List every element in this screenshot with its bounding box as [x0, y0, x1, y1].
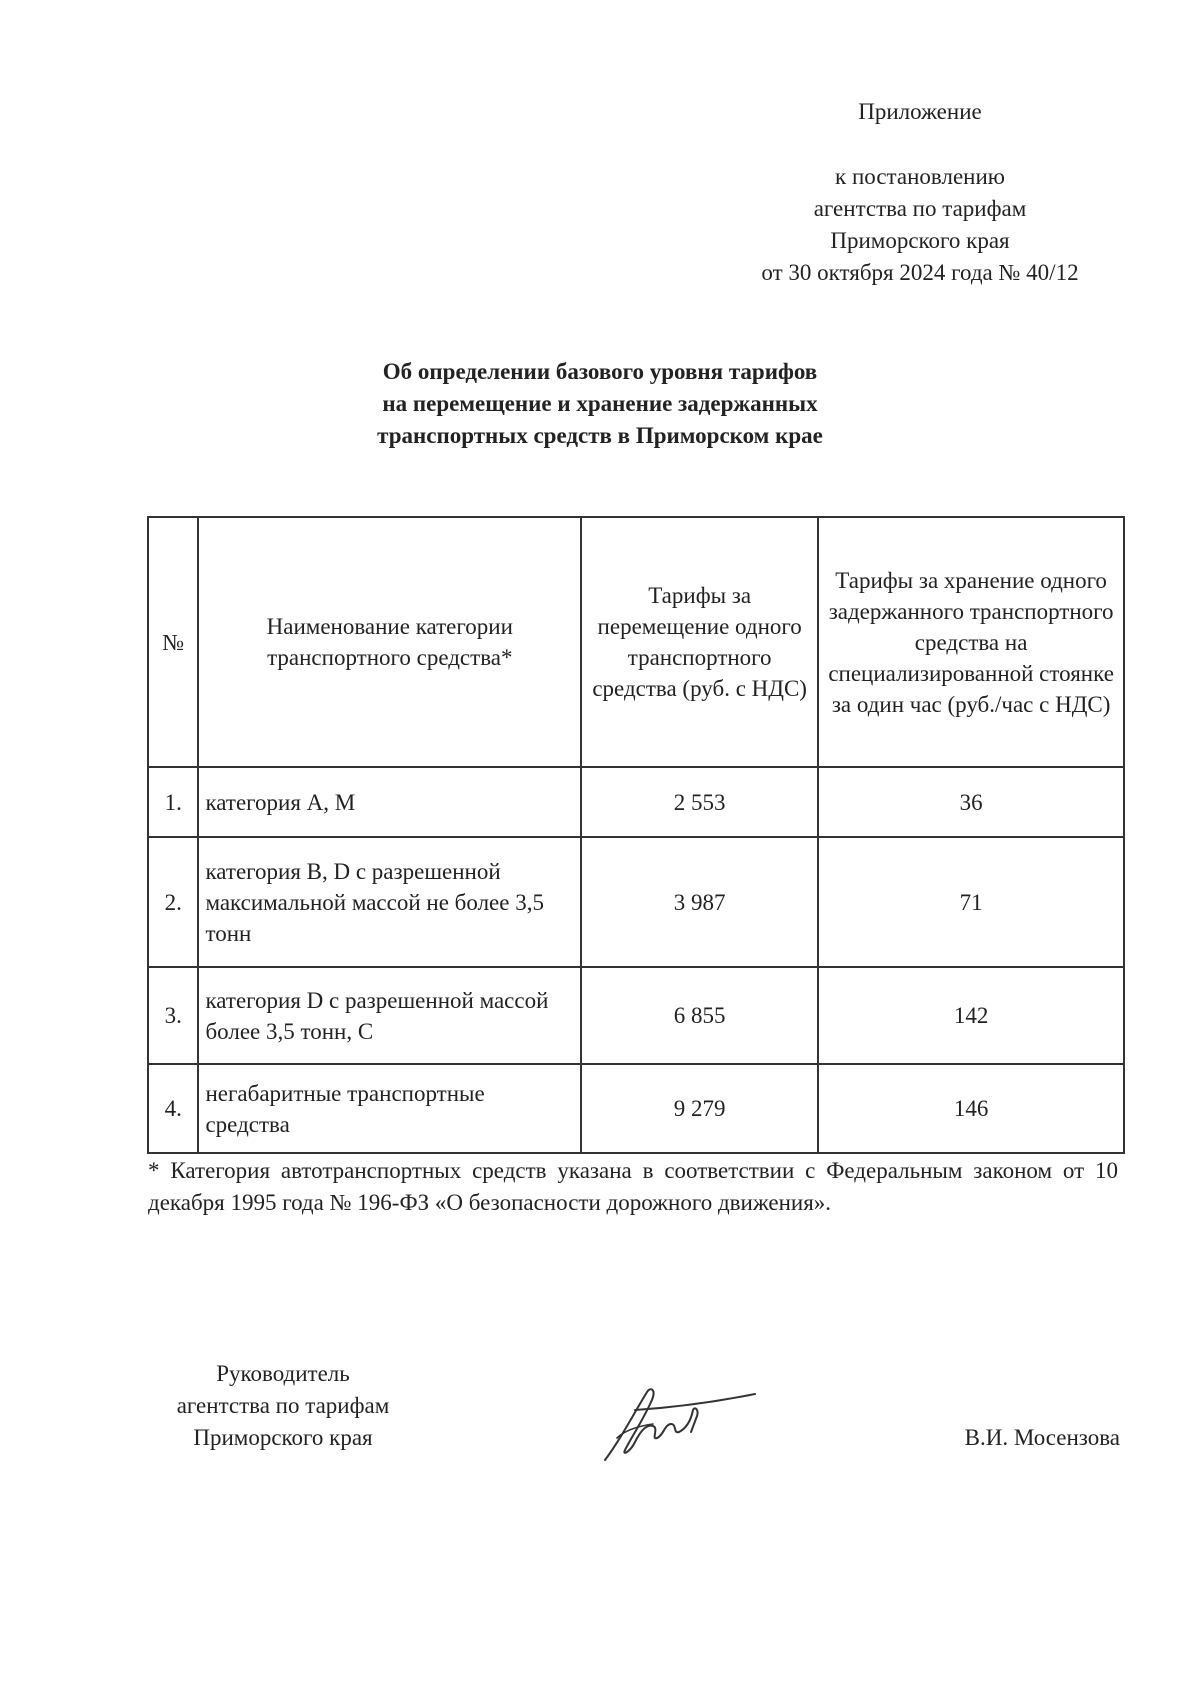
table-header-row — [148, 517, 1124, 767]
signature-icon — [595, 1380, 765, 1470]
title-line-1: Об определении базового уровня тарифов — [382, 359, 818, 384]
row-storage-tariff: 36 — [818, 767, 1124, 837]
title-line-2: на перемещение и хранение задержанных — [382, 391, 818, 416]
row-move-tariff: 3 987 — [581, 837, 818, 967]
table-row — [148, 1064, 1124, 1153]
tariffs-table — [147, 516, 1125, 1154]
signer-name: В.И. Мосензова — [964, 1425, 1120, 1450]
agency-name: агентства по тарифам — [813, 196, 1027, 221]
footnote: * Категория автотранспортных средств указана в соответствии с Федеральным законом от 10 декабря 1995 года № 196-ФЗ «О безопасности дорожного движения». — [148, 1158, 1118, 1215]
signer-position — [138, 1358, 428, 1454]
header-category-name: Наименование категории транспортного средства* — [198, 517, 581, 767]
document-title — [250, 356, 950, 452]
region-name: Приморского края — [830, 228, 1010, 253]
header-num: № — [148, 517, 198, 767]
signer-title-line-1: Руководитель — [216, 1361, 350, 1386]
table-row — [148, 837, 1124, 967]
handwritten-signature — [595, 1380, 765, 1470]
row-move-tariff: 6 855 — [581, 967, 818, 1064]
row-move-tariff: 9 279 — [581, 1064, 818, 1153]
table-row — [148, 767, 1124, 837]
signer-title-line-2: агентства по тарифам — [176, 1393, 390, 1418]
row-storage-tariff: 71 — [818, 837, 1124, 967]
resolution-ref: к постановлению — [835, 164, 1005, 189]
appendix-label: Приложение — [858, 99, 982, 124]
row-num: 2. — [148, 837, 198, 967]
appendix-header — [720, 96, 1120, 289]
row-storage-tariff: 142 — [818, 967, 1124, 1064]
row-storage-tariff: 146 — [818, 1064, 1124, 1153]
row-num: 4. — [148, 1064, 198, 1153]
row-category: категория A, M — [198, 767, 581, 837]
row-num: 1. — [148, 767, 198, 837]
row-num: 3. — [148, 967, 198, 1064]
header-move-tariff: Тарифы за перемещение одного транспортного средства (руб. с НДС) — [581, 517, 818, 767]
title-line-3: транспортных средств в Приморском крае — [377, 423, 823, 448]
row-category: негабаритные транспортные средства — [198, 1064, 581, 1153]
table-row — [148, 967, 1124, 1064]
signer-title-line-3: Приморского края — [193, 1425, 373, 1450]
row-category: категория B, D с разрешенной максимальной массой не более 3,5 тонн — [198, 837, 581, 967]
row-category: категория D с разрешенной массой более 3,5 тонн, C — [198, 967, 581, 1064]
resolution-date-number: от 30 октября 2024 года № 40/12 — [761, 260, 1079, 285]
row-move-tariff: 2 553 — [581, 767, 818, 837]
header-storage-tariff: Тарифы за хранение одного задержанного транспортного средства на специализированной стоянке за один час (руб./час с НДС) — [818, 517, 1124, 767]
spacer — [720, 128, 1120, 161]
